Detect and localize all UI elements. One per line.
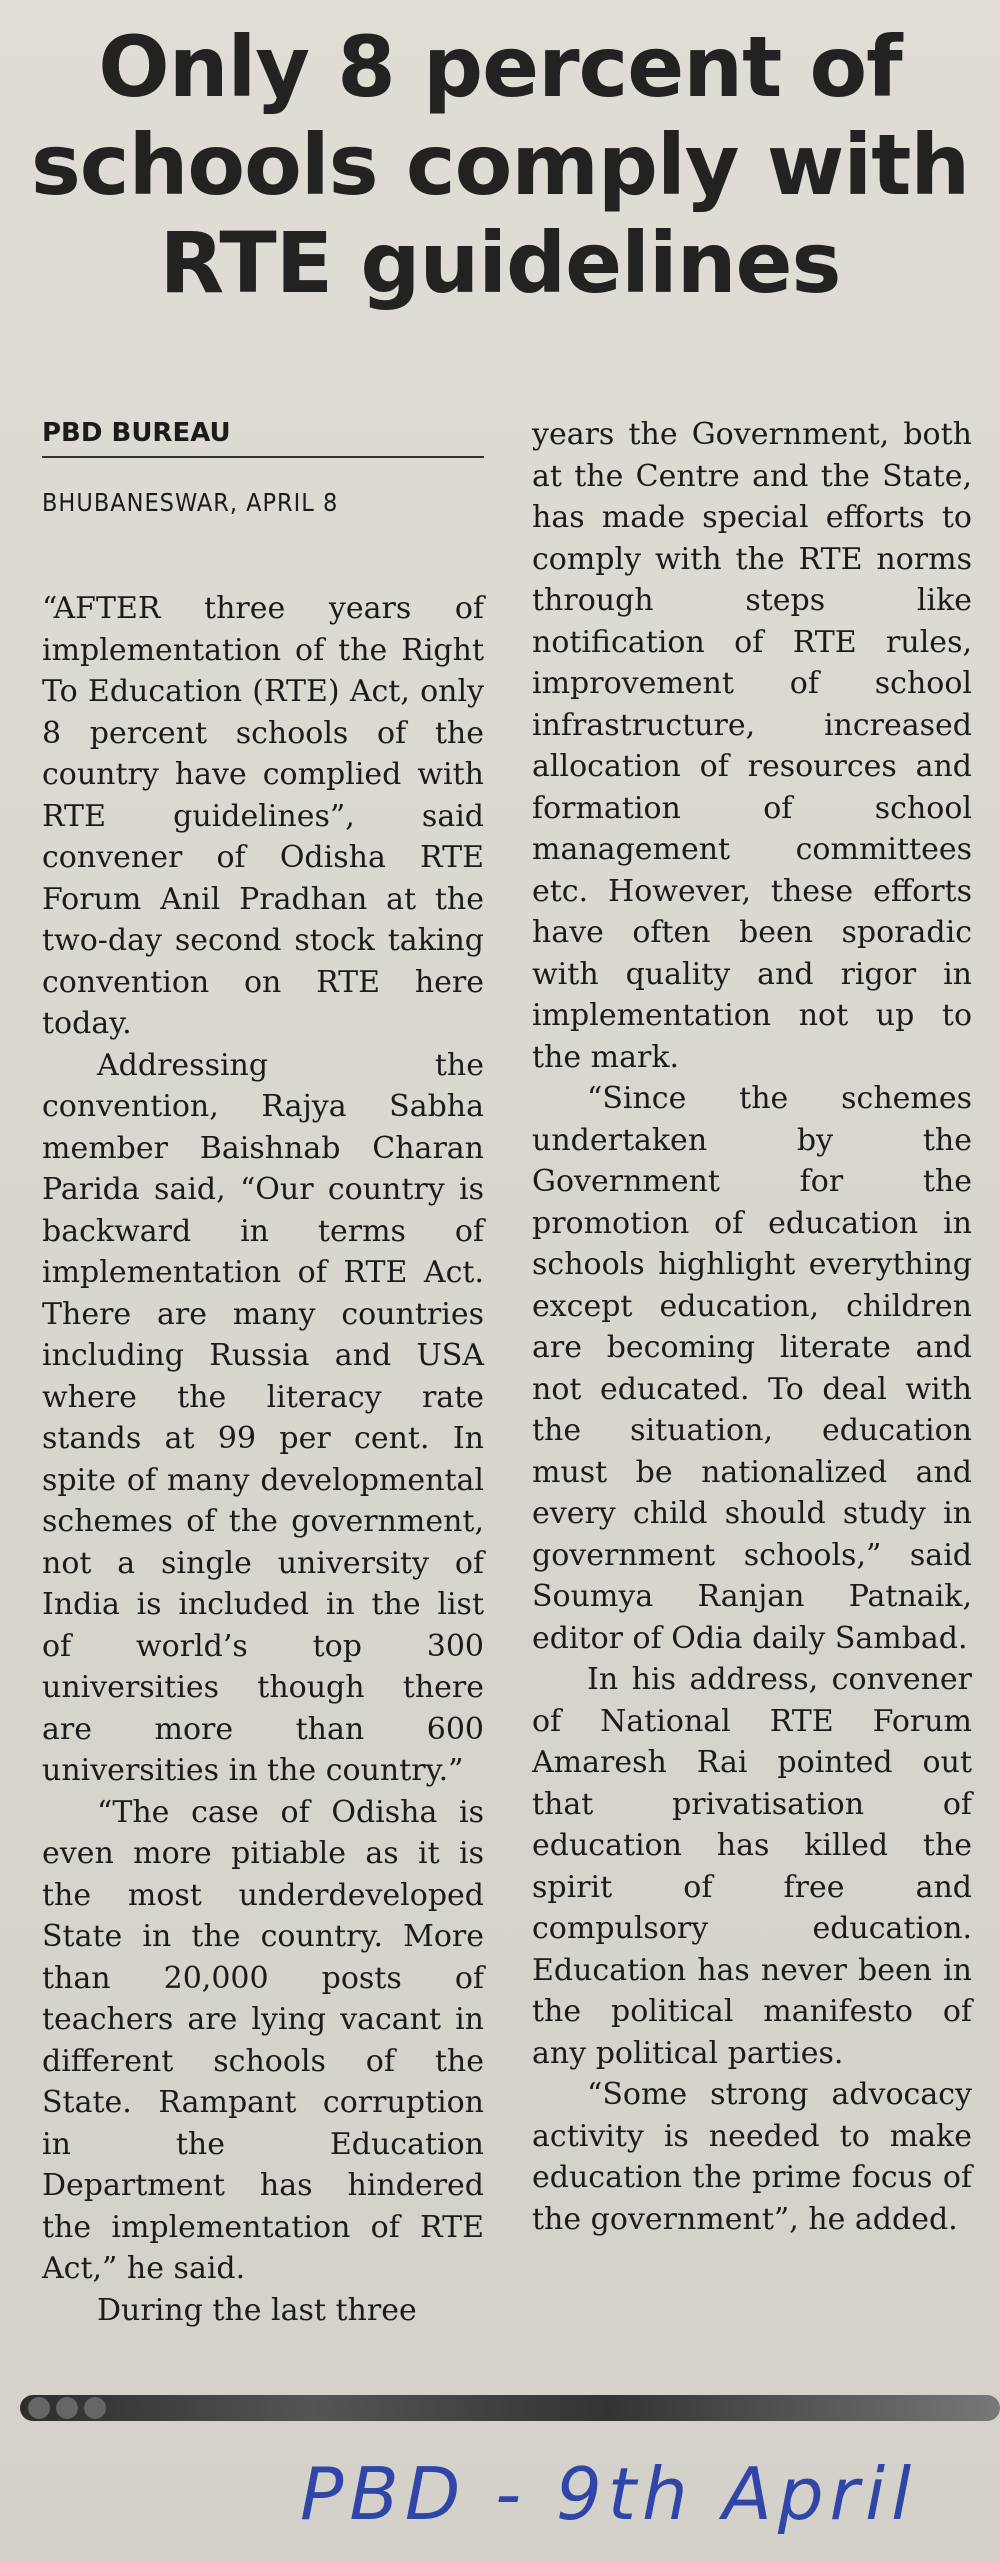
handwritten-note: PBD - 9th April xyxy=(300,2452,918,2536)
paragraph: years the Government, both at the Centre and the State, has made special efforts to comply with the RTE norms through steps like notification of RTE rules, improvement of school infrastructure, increased allocation of resources and formation of school management committees etc. However, these efforts have often been sporadic with quality and rigor in implementation not up to the mark. xyxy=(532,417,972,1075)
paragraph: “AFTER three years of implementation of the Right To Education (RTE) Act, only 8 percent schools of the country have complied with RTE guidelines”, said convener of Odisha RTE Forum Anil Pradhan at the two-day second stock taking convention on RTE here today. xyxy=(42,591,484,1041)
decorative-dots xyxy=(28,2397,106,2419)
paragraph: During the last three xyxy=(97,2292,417,2328)
paragraph: “Some strong advocacy activity is needed to make education the prime focus of the government”, he added. xyxy=(532,2077,972,2237)
headline: Only 8 percent of schools comply with RTE guidelines xyxy=(30,18,970,312)
paragraph: “The case of Odisha is even more pitiable as it is the most underdeveloped State in the country. More than 20,000 posts of teachers are lying vacant in different schools of the State. Rampant corruption in the Education Department has hindered the implementation of RTE Act,” he said. xyxy=(42,1794,484,2286)
paragraph: Addressing the convention, Rajya Sabha member Baishnab Charan Parida said, “Our country is backward in terms of implementation of RTE Act. There are many countries including Russia and USA where the literacy rate stands at 99 per cent. In spite of many developmental schemes of the government, not a single university of India is included in the list of world’s top 300 universities though there are more than 600 universities in the country.” xyxy=(42,1047,484,1788)
dateline: BHUBANESWAR, APRIL 8 xyxy=(42,488,339,517)
right-column xyxy=(532,414,972,2240)
left-column xyxy=(42,588,484,2331)
paragraph: “Since the schemes undertaken by the Government for the promotion of education in schools highlight everything except education, children are becoming literate and not educated. To deal with the situation, education must be nationalized and every child should study in government schools,” said Soumya Ranjan Patnaik, editor of Odia daily Sambad. xyxy=(532,1081,972,1656)
column-rule xyxy=(20,2395,1000,2421)
paragraph: In his address, convener of National RTE Forum Amaresh Rai pointed out that privatisation of education has killed the spirit of free and compulsory education. Education has never been in the political manifesto of any political parties. xyxy=(532,1662,972,2071)
byline: PBD BUREAU xyxy=(42,418,484,458)
